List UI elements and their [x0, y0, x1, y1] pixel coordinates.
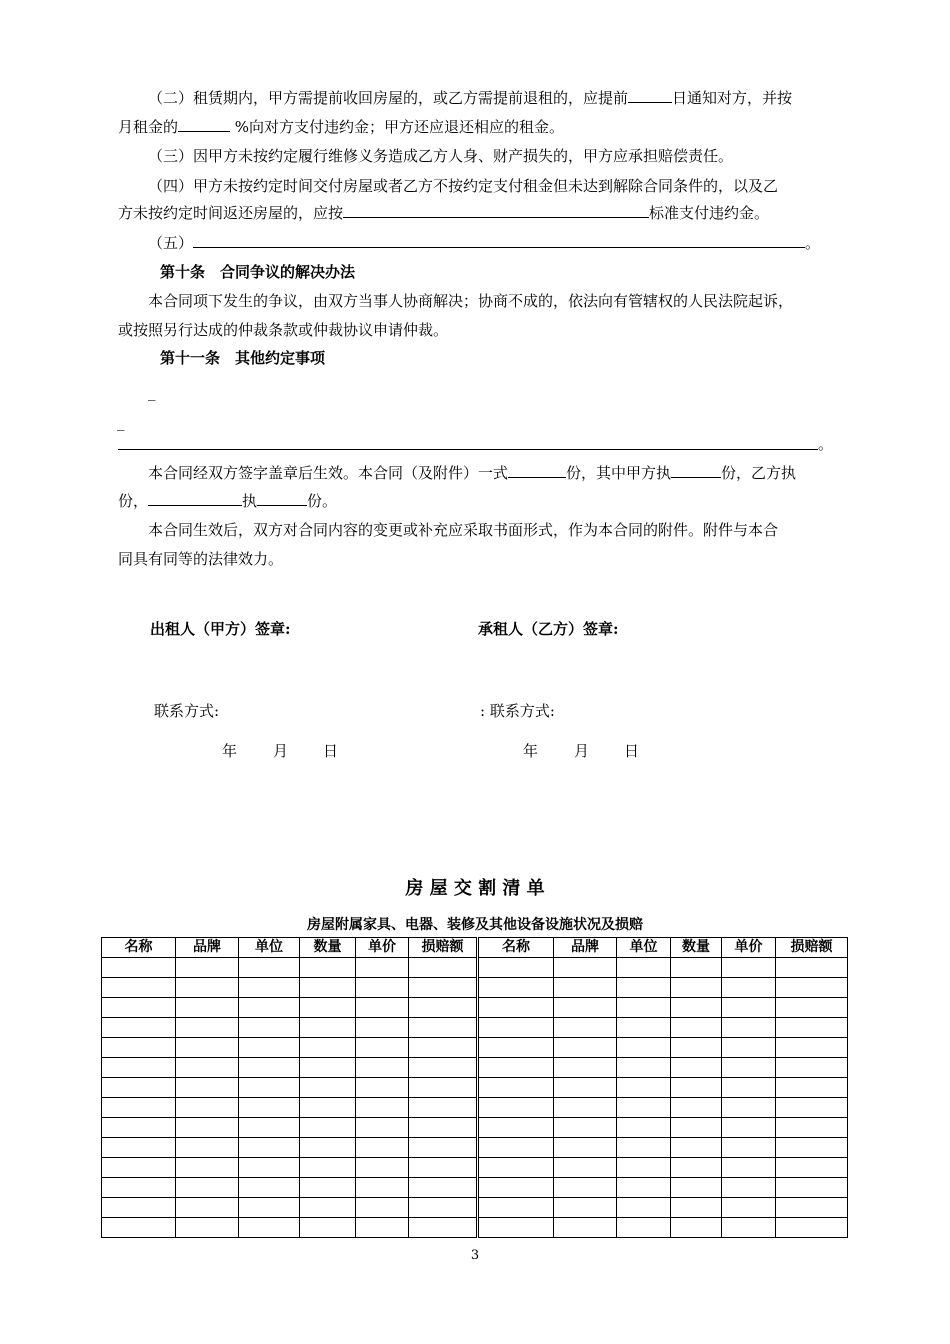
column-header: 名称: [102, 938, 176, 958]
table-cell[interactable]: [617, 958, 671, 978]
table-cell[interactable]: [478, 1078, 554, 1098]
table-cell[interactable]: [722, 1118, 776, 1138]
column-header: 数量: [671, 938, 722, 958]
table-cell[interactable]: [176, 1098, 239, 1118]
table-cell[interactable]: [356, 1218, 409, 1238]
table-cell[interactable]: [671, 978, 722, 998]
table-cell[interactable]: [776, 1118, 848, 1138]
article-10-line-2: 或按照另行达成的仲裁条款或仲裁协议申请仲裁。: [118, 321, 449, 339]
column-header: 名称: [478, 938, 554, 958]
table-cell[interactable]: [356, 1098, 409, 1118]
table-cell[interactable]: [409, 958, 478, 978]
table-row: [102, 1198, 848, 1218]
effect-line-4: 同具有同等的法律效力。: [118, 550, 284, 568]
effect-text-f: 份。: [307, 492, 338, 510]
clause-2-text-d: %向对方支付违约金；甲方还应退还相应的租金。: [234, 118, 565, 136]
copies-other-blank[interactable]: [257, 491, 307, 506]
clause-5: [148, 233, 820, 253]
table-cell[interactable]: [176, 1118, 239, 1138]
table-cell[interactable]: [356, 1078, 409, 1098]
table-cell[interactable]: [722, 1138, 776, 1158]
table-cell[interactable]: [617, 1138, 671, 1158]
effect-line-2: [118, 491, 337, 511]
article-10-line-1: 本合同项下发生的争议，由双方当事人协商解决；协商不成的，依法向有管辖权的人民法院起诉，: [148, 292, 794, 310]
table-cell[interactable]: [300, 1098, 356, 1118]
table-cell[interactable]: [356, 1138, 409, 1158]
table-cell[interactable]: [102, 1138, 176, 1158]
table-cell[interactable]: [356, 998, 409, 1018]
table-cell[interactable]: [176, 1038, 239, 1058]
table-cell[interactable]: [722, 1198, 776, 1218]
table-cell[interactable]: [102, 1078, 176, 1098]
table-row: [102, 1098, 848, 1118]
table-cell[interactable]: [776, 998, 848, 1018]
column-header: 单位: [617, 938, 671, 958]
table-cell[interactable]: [239, 1138, 300, 1158]
table-cell[interactable]: [300, 1018, 356, 1038]
table-cell[interactable]: [722, 1018, 776, 1038]
clause-2-text-c: 月租金的: [118, 118, 179, 136]
table-cell[interactable]: [617, 1218, 671, 1238]
table-cell[interactable]: [176, 1138, 239, 1158]
table-cell[interactable]: [356, 1158, 409, 1178]
article-10-heading: 第十条 合同争议的解决办法: [160, 263, 356, 281]
table-cell[interactable]: [554, 1098, 617, 1118]
table-row: [102, 1058, 848, 1078]
table-cell[interactable]: [102, 1018, 176, 1038]
column-header: 数量: [300, 938, 356, 958]
table-cell[interactable]: [617, 1098, 671, 1118]
table-cell[interactable]: [300, 1118, 356, 1138]
table-cell[interactable]: [409, 1018, 478, 1038]
table-cell[interactable]: [478, 1198, 554, 1218]
table-cell[interactable]: [478, 1218, 554, 1238]
table-cell[interactable]: [776, 1078, 848, 1098]
table-cell[interactable]: [671, 958, 722, 978]
table-cell[interactable]: [239, 998, 300, 1018]
table-cell[interactable]: [176, 1058, 239, 1078]
table-cell[interactable]: [554, 1138, 617, 1158]
table-cell[interactable]: [239, 958, 300, 978]
table-cell[interactable]: [671, 1138, 722, 1158]
table-cell[interactable]: [478, 1118, 554, 1138]
table-cell[interactable]: [409, 1218, 478, 1238]
table-cell[interactable]: [409, 998, 478, 1018]
table-cell[interactable]: [356, 1018, 409, 1038]
handover-subtitle: 房屋附属家具、电器、装修及其他设备设施状况及损赔: [307, 917, 643, 933]
effect-text-d: 份，: [118, 492, 149, 510]
table-cell[interactable]: [176, 1018, 239, 1038]
table-cell[interactable]: [102, 1158, 176, 1178]
table-cell[interactable]: [776, 978, 848, 998]
table-cell[interactable]: [356, 1058, 409, 1078]
table-cell[interactable]: [722, 1098, 776, 1118]
table-cell[interactable]: [554, 1198, 617, 1218]
clause-2-line-2: [118, 117, 564, 137]
table-cell[interactable]: [300, 1058, 356, 1078]
table-row: [102, 958, 848, 978]
lessor-date-day: 日: [323, 742, 339, 760]
clause-4-line-2: [118, 203, 769, 223]
clause-4-text-b: 标准支付违约金。: [649, 204, 770, 222]
table-cell[interactable]: [239, 1218, 300, 1238]
table-cell[interactable]: [102, 1198, 176, 1218]
copies-total-blank[interactable]: [508, 463, 566, 478]
column-header: 单价: [722, 938, 776, 958]
table-cell[interactable]: [554, 1078, 617, 1098]
table-cell[interactable]: [300, 958, 356, 978]
table-cell[interactable]: [239, 1058, 300, 1078]
table-cell[interactable]: [409, 1098, 478, 1118]
table-cell[interactable]: [671, 1078, 722, 1098]
table-cell[interactable]: [409, 1038, 478, 1058]
table-cell[interactable]: [722, 1038, 776, 1058]
table-cell[interactable]: [300, 1178, 356, 1198]
column-header: 品牌: [554, 938, 617, 958]
notice-days-blank[interactable]: [628, 88, 672, 103]
table-cell[interactable]: [554, 1158, 617, 1178]
table-cell[interactable]: [722, 1158, 776, 1178]
table-cell[interactable]: [239, 1118, 300, 1138]
table-cell[interactable]: [722, 1178, 776, 1198]
effect-text-a: 本合同经双方签字盖章后生效。本合同（及附件）一式: [148, 464, 509, 482]
clause-5-end: 。: [805, 234, 821, 252]
column-header: 品牌: [176, 938, 239, 958]
copies-lessor-blank[interactable]: [671, 463, 721, 478]
table-cell[interactable]: [102, 1178, 176, 1198]
table-cell[interactable]: [671, 1098, 722, 1118]
penalty-standard-blank[interactable]: [343, 203, 649, 218]
article-11-blank-line[interactable]: [118, 449, 818, 450]
column-header: 单位: [239, 938, 300, 958]
table-cell[interactable]: [102, 1038, 176, 1058]
clause-2-text-b: 日通知对方，并按: [672, 89, 793, 107]
table-cell[interactable]: [617, 1078, 671, 1098]
table-cell[interactable]: [776, 1158, 848, 1178]
table-cell[interactable]: [671, 998, 722, 1018]
table-cell[interactable]: [239, 1198, 300, 1218]
table-cell[interactable]: [409, 1198, 478, 1218]
table-cell[interactable]: [671, 1038, 722, 1058]
table-cell[interactable]: [722, 958, 776, 978]
table-cell[interactable]: [478, 1018, 554, 1038]
table-cell[interactable]: [478, 1038, 554, 1058]
table-cell[interactable]: [554, 978, 617, 998]
clause-4-text-a: 方未按约定时间返还房屋的，应按: [118, 204, 344, 222]
lessee-signature-label: 承租人（乙方）签章:: [478, 620, 619, 638]
table-cell[interactable]: [239, 978, 300, 998]
lessor-date-month: 月: [273, 742, 289, 760]
table-row: [102, 1018, 848, 1038]
table-cell[interactable]: [671, 1018, 722, 1038]
table-cell[interactable]: [239, 1098, 300, 1118]
table-cell[interactable]: [102, 978, 176, 998]
table-cell[interactable]: [478, 1058, 554, 1078]
table-cell[interactable]: [776, 1138, 848, 1158]
lessee-date-month: 月: [574, 742, 590, 760]
table-cell[interactable]: [409, 1158, 478, 1178]
page-number: 3: [470, 1248, 480, 1263]
table-cell[interactable]: [554, 958, 617, 978]
article-11-end: 。: [818, 435, 834, 453]
table-row: [102, 1178, 848, 1198]
table-row: [102, 1158, 848, 1178]
table-cell[interactable]: [776, 1058, 848, 1078]
table-cell[interactable]: [722, 978, 776, 998]
table-cell[interactable]: [478, 1178, 554, 1198]
table-cell[interactable]: [776, 1198, 848, 1218]
lessee-contact-label: : 联系方式:: [480, 702, 555, 720]
table-cell[interactable]: [409, 1118, 478, 1138]
table-cell[interactable]: [300, 1038, 356, 1058]
table-cell[interactable]: [722, 1078, 776, 1098]
table-cell[interactable]: [617, 998, 671, 1018]
table-cell[interactable]: [102, 958, 176, 978]
article-11-dash-1: _: [148, 383, 156, 401]
table-row: [102, 1078, 848, 1098]
table-cell[interactable]: [176, 958, 239, 978]
table-cell[interactable]: [554, 1218, 617, 1238]
table-cell[interactable]: [478, 1158, 554, 1178]
table-cell[interactable]: [722, 1058, 776, 1078]
table-cell[interactable]: [776, 1098, 848, 1118]
table-cell[interactable]: [776, 1038, 848, 1058]
table-cell[interactable]: [409, 978, 478, 998]
effect-text-e: 执: [242, 492, 258, 510]
table-cell[interactable]: [300, 1078, 356, 1098]
table-cell[interactable]: [776, 1218, 848, 1238]
lessor-signature-label: 出租人（甲方）签章:: [150, 620, 291, 638]
clause-3: （三）因甲方未按约定履行维修义务造成乙方人身、财产损失的，甲方应承担赔偿责任。: [148, 147, 734, 165]
table-cell[interactable]: [617, 1158, 671, 1178]
table-row: [102, 978, 848, 998]
table-cell[interactable]: [671, 1178, 722, 1198]
table-cell[interactable]: [176, 1078, 239, 1098]
table-cell[interactable]: [176, 1178, 239, 1198]
lessee-date-day: 日: [624, 742, 640, 760]
table-cell[interactable]: [102, 998, 176, 1018]
column-header: 单价: [356, 938, 409, 958]
table-row: [102, 1138, 848, 1158]
column-header: 损赔额: [776, 938, 848, 958]
lessor-contact-label: 联系方式:: [154, 702, 220, 720]
table-cell[interactable]: [671, 1198, 722, 1218]
table-cell[interactable]: [300, 1218, 356, 1238]
table-cell[interactable]: [554, 1058, 617, 1078]
table-cell[interactable]: [239, 1018, 300, 1038]
effect-text-c: 份，乙方执: [721, 464, 797, 482]
table-cell[interactable]: [102, 1118, 176, 1138]
table-cell[interactable]: [554, 1038, 617, 1058]
table-cell[interactable]: [617, 1118, 671, 1138]
table-cell[interactable]: [478, 978, 554, 998]
clause-5-blank[interactable]: [193, 233, 805, 248]
table-cell[interactable]: [554, 998, 617, 1018]
table-cell[interactable]: [176, 1158, 239, 1178]
penalty-percent-blank[interactable]: [178, 117, 230, 132]
lessee-date-year: 年: [523, 742, 539, 760]
table-cell[interactable]: [356, 978, 409, 998]
table-cell[interactable]: [176, 998, 239, 1018]
table-cell[interactable]: [409, 1058, 478, 1078]
effect-line-1: [148, 463, 796, 483]
table-cell[interactable]: [239, 1038, 300, 1058]
table-cell[interactable]: [776, 1178, 848, 1198]
table-cell[interactable]: [671, 1158, 722, 1178]
clause-2-text-a: （二）租赁期内，甲方需提前收回房屋的，或乙方需提前退租的，应提前: [148, 89, 629, 107]
table-cell[interactable]: [554, 1178, 617, 1198]
table-cell[interactable]: [671, 1118, 722, 1138]
table-cell[interactable]: [356, 1178, 409, 1198]
table-cell[interactable]: [776, 1018, 848, 1038]
table-cell[interactable]: [102, 1058, 176, 1078]
table-cell[interactable]: [478, 958, 554, 978]
table-cell[interactable]: [617, 1058, 671, 1078]
table-cell[interactable]: [102, 1218, 176, 1238]
table-cell[interactable]: [300, 998, 356, 1018]
handover-title: 房 屋 交 割 清 单: [405, 878, 545, 899]
table-cell[interactable]: [722, 1218, 776, 1238]
handover-table: [101, 937, 848, 1238]
table-cell[interactable]: [409, 1178, 478, 1198]
table-cell[interactable]: [478, 998, 554, 1018]
table-cell[interactable]: [776, 958, 848, 978]
effect-text-b: 份，其中甲方执: [566, 464, 672, 482]
clause-5-label: （五）: [148, 234, 194, 252]
table-row: [102, 1038, 848, 1058]
table-cell[interactable]: [102, 1098, 176, 1118]
column-header: 损赔额: [409, 938, 478, 958]
table-cell[interactable]: [356, 1198, 409, 1218]
table-cell[interactable]: [300, 1158, 356, 1178]
table-cell[interactable]: [617, 1198, 671, 1218]
table-cell[interactable]: [300, 978, 356, 998]
table-cell[interactable]: [239, 1178, 300, 1198]
article-11-heading: 第十一条 其他约定事项: [160, 349, 326, 367]
table-cell[interactable]: [239, 1078, 300, 1098]
clause-2-line-1: [148, 88, 792, 108]
table-cell[interactable]: [671, 1058, 722, 1078]
table-cell[interactable]: [239, 1158, 300, 1178]
table-cell[interactable]: [554, 1018, 617, 1038]
other-party-blank[interactable]: [148, 491, 242, 506]
clause-4-line-1: （四）甲方未按约定时间交付房屋或者乙方不按约定支付租金但未达到解除合同条件的，以及乙: [148, 177, 779, 195]
article-11-dash-2: _: [117, 413, 125, 431]
table-cell[interactable]: [478, 1098, 554, 1118]
table-cell[interactable]: [617, 978, 671, 998]
table-cell[interactable]: [671, 1218, 722, 1238]
table-cell[interactable]: [722, 998, 776, 1018]
lessor-date-year: 年: [222, 742, 238, 760]
effect-line-3: 本合同生效后，双方对合同内容的变更或补充应采取书面形式，作为本合同的附件。附件与本合: [148, 521, 779, 539]
table-cell[interactable]: [176, 1218, 239, 1238]
table-row: [102, 1218, 848, 1238]
table-cell[interactable]: [356, 1118, 409, 1138]
table-cell[interactable]: [617, 1178, 671, 1198]
table-cell[interactable]: [617, 1038, 671, 1058]
table-cell[interactable]: [300, 1198, 356, 1218]
table-cell[interactable]: [409, 1138, 478, 1158]
table-cell[interactable]: [617, 1018, 671, 1038]
table-cell[interactable]: [356, 1038, 409, 1058]
table-cell[interactable]: [356, 958, 409, 978]
table-cell[interactable]: [176, 978, 239, 998]
table-row: [102, 998, 848, 1018]
table-cell[interactable]: [176, 1198, 239, 1218]
table-cell[interactable]: [554, 1118, 617, 1138]
handover-header-row: [102, 938, 848, 958]
table-cell[interactable]: [300, 1138, 356, 1158]
table-cell[interactable]: [478, 1138, 554, 1158]
table-cell[interactable]: [409, 1078, 478, 1098]
table-row: [102, 1118, 848, 1138]
